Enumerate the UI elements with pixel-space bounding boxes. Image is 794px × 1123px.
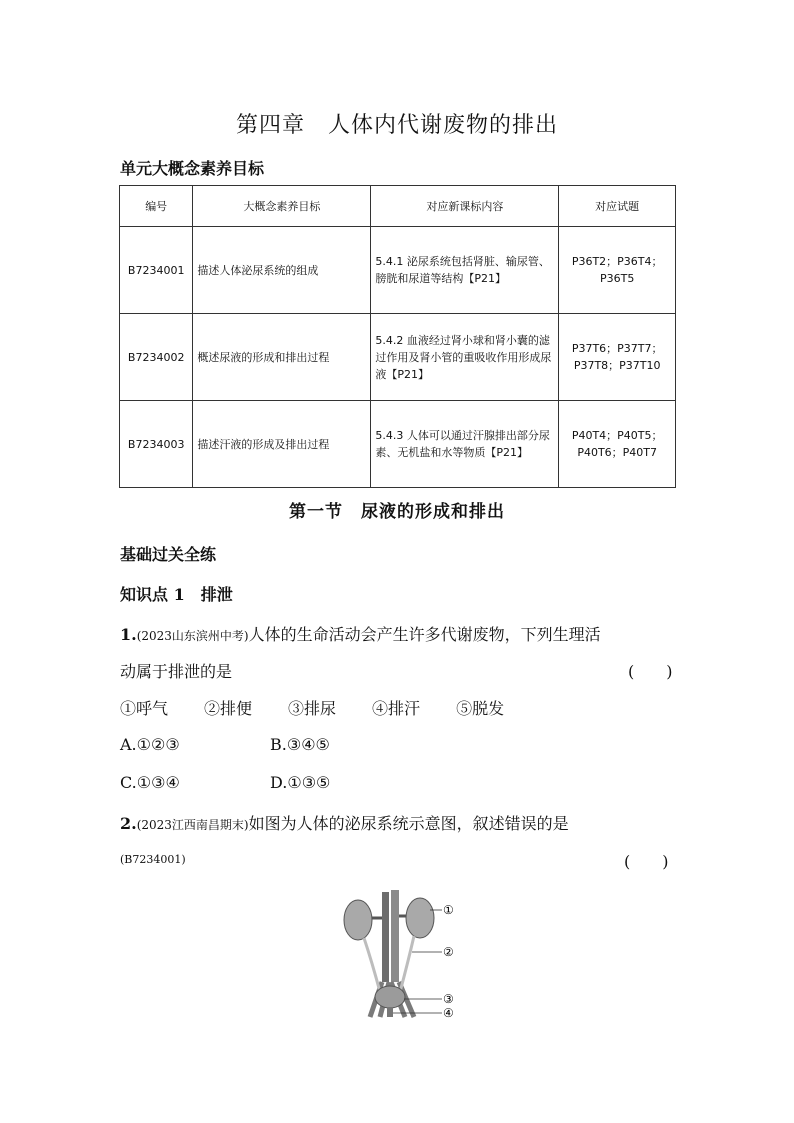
left-ureter xyxy=(364,938,380,992)
q1-item: ③排尿 xyxy=(288,699,337,718)
row-standard: 5.4.2 血液经过肾小球和肾小囊的滤过作用及肾小管的重吸收作用形成尿液【P21】 xyxy=(371,314,559,401)
urinary-system-figure xyxy=(330,882,460,1022)
figure-label-4: ④ xyxy=(443,1006,454,1020)
q1-options-row1 xyxy=(120,735,420,754)
header-standard: 对应新课标内容 xyxy=(371,186,559,227)
section-title: 第一节 尿液的形成和排出 xyxy=(289,502,505,522)
q1-line1 xyxy=(120,622,601,645)
row-goal: 描述汗液的形成及排出过程 xyxy=(193,401,371,488)
row-questions: P40T4；P40T5；P40T6；P40T7 xyxy=(559,401,676,488)
figure-label-2: ② xyxy=(443,945,454,959)
chapter-title: 第四章 人体内代谢废物的排出 xyxy=(235,113,558,138)
goals-table xyxy=(119,185,676,488)
row-id: B7234001 xyxy=(120,227,193,314)
q1-answer-paren: ( ) xyxy=(628,662,673,681)
q1-item: ②排便 xyxy=(204,699,253,718)
urethra xyxy=(387,1007,393,1017)
knowledge-point-heading: 知识点 1 排泄 xyxy=(120,585,233,604)
q2-number: 2. xyxy=(120,814,137,833)
q2-code: (B7234001) xyxy=(120,853,186,866)
figure-label-1: ① xyxy=(443,903,454,917)
right-ureter xyxy=(400,936,414,992)
q1-item: ⑤脱发 xyxy=(456,699,505,718)
q1-stem-line1: 人体的生命活动会产生许多代谢废物，下列生理活 xyxy=(248,625,601,644)
row-questions: P36T2；P36T4；P36T5 xyxy=(559,227,676,314)
q1-options-row2 xyxy=(120,773,420,792)
q2-stem: 如图为人体的泌尿系统示意图，叙述错误的是 xyxy=(248,814,569,833)
right-kidney xyxy=(406,898,434,938)
figure-label-3: ③ xyxy=(443,992,454,1006)
exercise-heading: 基础过关全练 xyxy=(120,545,217,564)
q1-item: ①呼气 xyxy=(120,699,169,718)
header-id: 编号 xyxy=(120,186,193,227)
row-standard: 5.4.1 泌尿系统包括肾脏、输尿管、膀胱和尿道等结构【P21】 xyxy=(371,227,559,314)
row-standard: 5.4.3 人体可以通过汗腺排出部分尿素、无机盐和水等物质【P21】 xyxy=(371,401,559,488)
row-goal: 概述尿液的形成和排出过程 xyxy=(193,314,371,401)
q1-stem-line2: 动属于排泄的是 xyxy=(120,662,233,681)
q1-items xyxy=(120,696,540,719)
row-id: B7234003 xyxy=(120,401,193,488)
row-questions: P37T6；P37T7；P37T8；P37T10 xyxy=(559,314,676,401)
header-goal: 大概念素养目标 xyxy=(193,186,371,227)
bladder xyxy=(375,986,405,1008)
q1-option-c: C.①③④ xyxy=(120,773,180,792)
q1-source: (2023山东滨州中考) xyxy=(136,629,249,643)
goals-heading: 单元大概念素养目标 xyxy=(120,159,265,178)
q1-option-d: D.①③⑤ xyxy=(270,773,331,792)
table-row xyxy=(120,314,676,401)
row-id: B7234002 xyxy=(120,314,193,401)
q1-option-b: B.③④⑤ xyxy=(270,735,330,754)
left-kidney xyxy=(344,900,372,940)
aorta xyxy=(382,892,389,982)
q2-answer-paren: ( ) xyxy=(624,852,669,871)
table-header-row xyxy=(120,186,676,227)
table-row xyxy=(120,401,676,488)
q1-line2 xyxy=(120,659,232,682)
q1-item: ④排汗 xyxy=(372,699,421,718)
q2-line1 xyxy=(120,811,569,834)
vena-cava xyxy=(391,890,399,982)
table-row xyxy=(120,227,676,314)
q1-number: 1. xyxy=(120,625,137,644)
q1-option-a: A.①②③ xyxy=(120,735,180,754)
row-goal: 描述人体泌尿系统的组成 xyxy=(193,227,371,314)
header-questions: 对应试题 xyxy=(559,186,676,227)
q2-source: (2023江西南昌期末) xyxy=(136,818,249,832)
